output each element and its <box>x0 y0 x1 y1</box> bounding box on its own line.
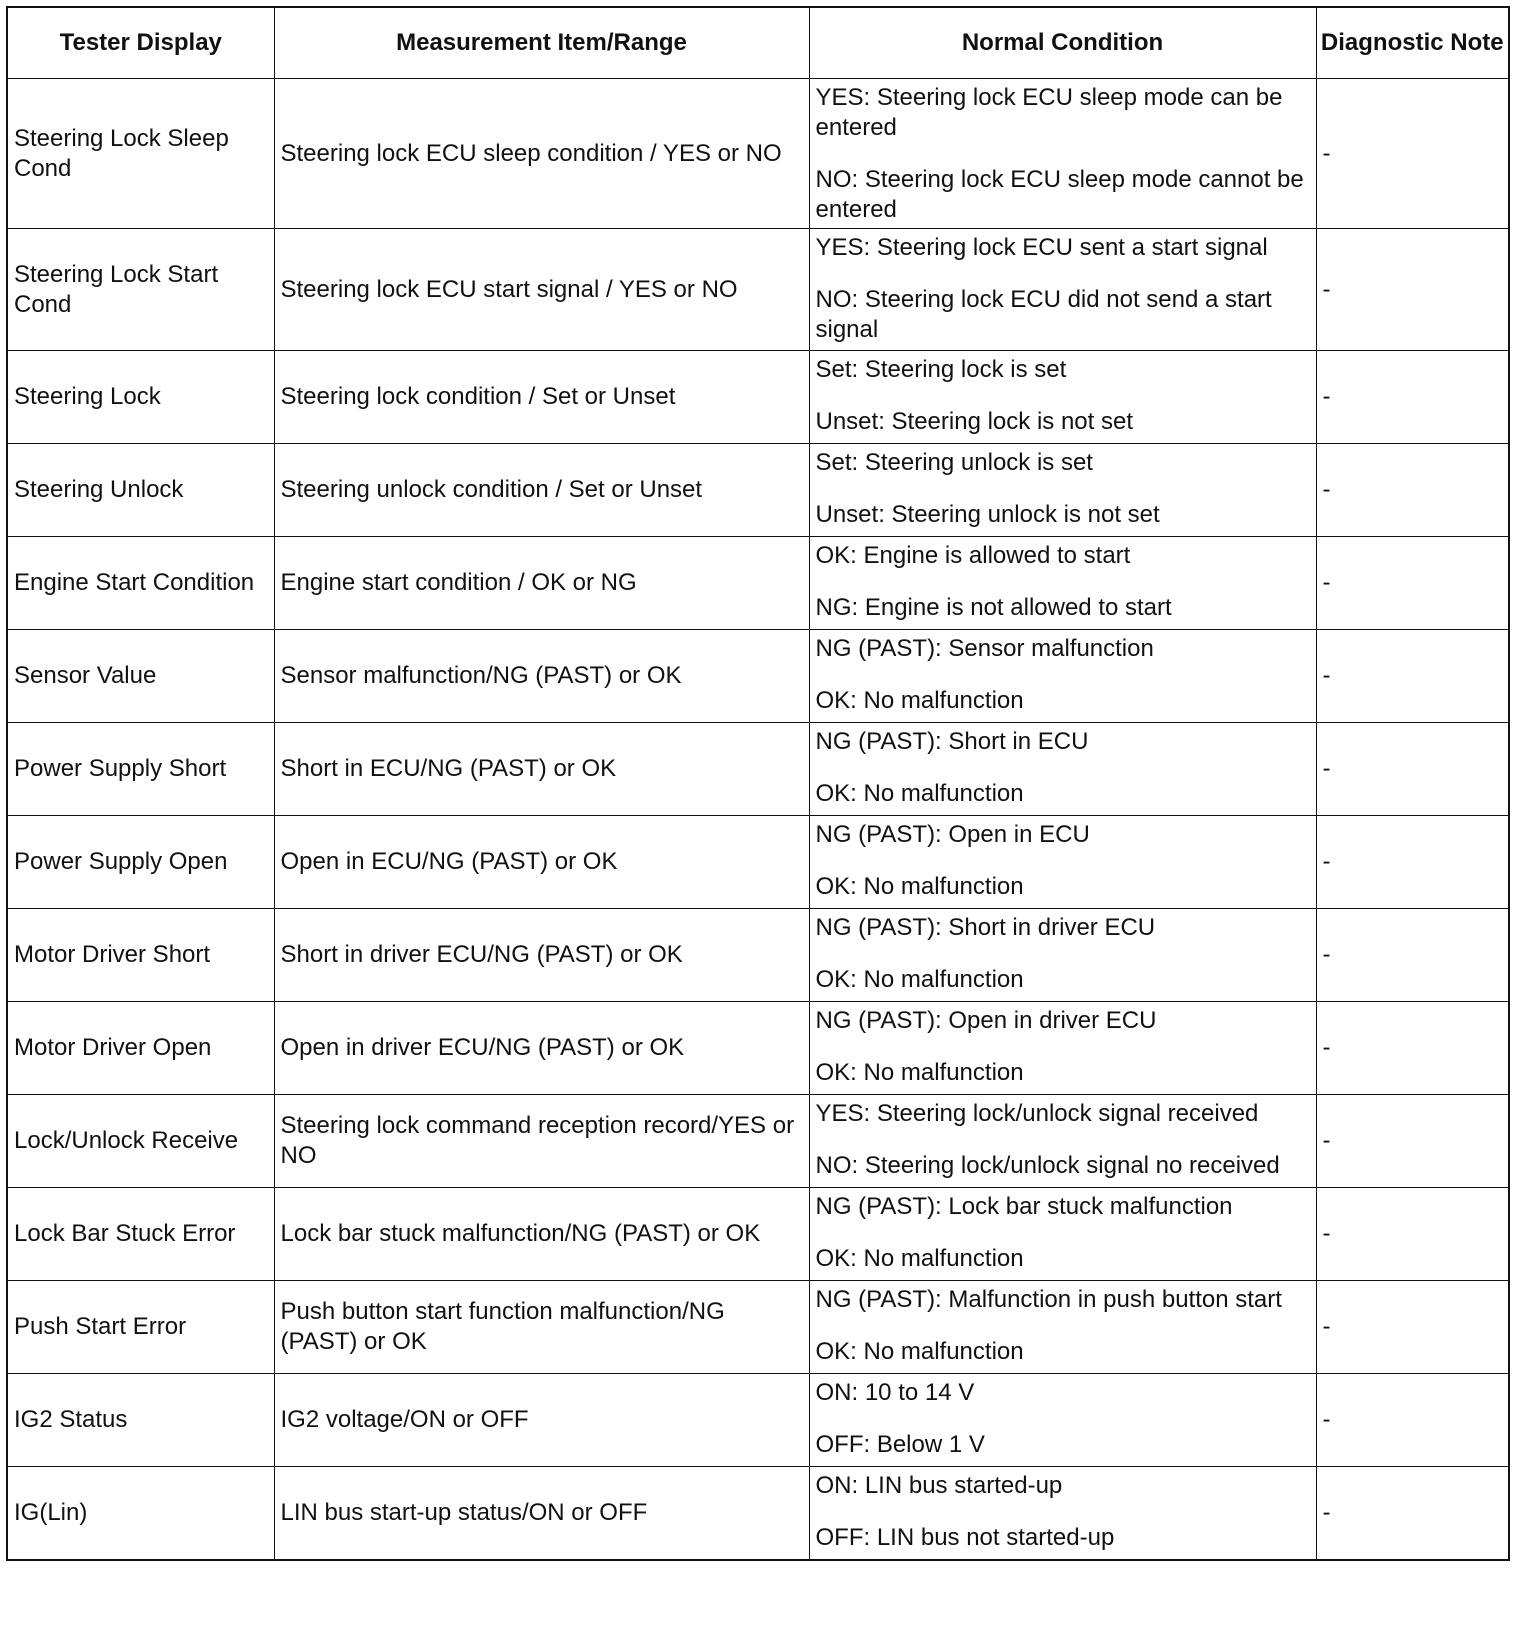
cell-tester-display: Sensor Value <box>7 630 274 723</box>
cell-diagnostic-note: - <box>1316 816 1509 909</box>
condition-line: OK: No malfunction <box>815 687 1024 714</box>
condition-line: Set: Steering lock is set <box>815 356 1067 383</box>
cell-normal-condition <box>809 1095 1316 1188</box>
condition-line: YES: Steering lock/unlock signal received <box>815 1100 1259 1127</box>
condition-line: OK: No malfunction <box>815 873 1024 900</box>
cell-tester-display: Motor Driver Short <box>7 909 274 1002</box>
table-row <box>7 1002 1509 1095</box>
cell-diagnostic-note: - <box>1316 723 1509 816</box>
cell-diagnostic-note: - <box>1316 1188 1509 1281</box>
condition-line: NG (PAST): Short in driver ECU <box>815 914 1156 941</box>
cell-measurement: Engine start condition / OK or NG <box>274 537 809 630</box>
table-row <box>7 1095 1509 1188</box>
table-row <box>7 630 1509 723</box>
cell-normal-condition <box>809 1188 1316 1281</box>
condition-line: YES: Steering lock ECU sent a start signal <box>815 234 1268 261</box>
cell-measurement: LIN bus start-up status/ON or OFF <box>274 1467 809 1560</box>
cell-diagnostic-note: - <box>1316 630 1509 723</box>
cell-measurement: Push button start function malfunction/NG (PAST) or OK <box>274 1281 809 1374</box>
cell-measurement: Open in driver ECU/NG (PAST) or OK <box>274 1002 809 1095</box>
cell-normal-condition <box>809 909 1316 1002</box>
cell-measurement: Steering lock command reception record/YES or NO <box>274 1095 809 1188</box>
condition-line: NG (PAST): Short in ECU <box>815 728 1089 755</box>
cell-diagnostic-note: - <box>1316 537 1509 630</box>
table-row <box>7 444 1509 537</box>
table-body <box>7 79 1509 1560</box>
cell-tester-display: Steering Lock Sleep Cond <box>7 79 274 229</box>
condition-line: NO: Steering lock/unlock signal no received <box>815 1152 1280 1179</box>
cell-diagnostic-note: - <box>1316 79 1509 229</box>
condition-line: Unset: Steering unlock is not set <box>815 501 1160 528</box>
condition-line: ON: 10 to 14 V <box>815 1379 975 1406</box>
cell-diagnostic-note: - <box>1316 444 1509 537</box>
cell-measurement: Sensor malfunction/NG (PAST) or OK <box>274 630 809 723</box>
cell-normal-condition <box>809 723 1316 816</box>
condition-line: NO: Steering lock ECU sleep mode cannot be entered <box>815 166 1304 223</box>
header-row <box>7 7 1509 79</box>
cell-normal-condition <box>809 444 1316 537</box>
header-measurement: Measurement Item/Range <box>274 7 809 79</box>
cell-tester-display: Motor Driver Open <box>7 1002 274 1095</box>
cell-measurement: Short in driver ECU/NG (PAST) or OK <box>274 909 809 1002</box>
condition-line: ON: LIN bus started-up <box>815 1472 1063 1499</box>
cell-normal-condition <box>809 1374 1316 1467</box>
table-row <box>7 1374 1509 1467</box>
table-row <box>7 816 1509 909</box>
cell-measurement: Steering unlock condition / Set or Unset <box>274 444 809 537</box>
condition-line: OFF: Below 1 V <box>815 1431 985 1458</box>
cell-normal-condition <box>809 229 1316 351</box>
cell-normal-condition <box>809 630 1316 723</box>
condition-line: NO: Steering lock ECU did not send a start signal <box>815 286 1272 343</box>
condition-line: NG (PAST): Malfunction in push button start <box>815 1286 1282 1313</box>
cell-tester-display: Lock/Unlock Receive <box>7 1095 274 1188</box>
cell-tester-display: IG(Lin) <box>7 1467 274 1560</box>
cell-tester-display: Steering Unlock <box>7 444 274 537</box>
cell-diagnostic-note: - <box>1316 1467 1509 1560</box>
cell-tester-display: Push Start Error <box>7 1281 274 1374</box>
cell-measurement: Steering lock condition / Set or Unset <box>274 351 809 444</box>
cell-normal-condition <box>809 1467 1316 1560</box>
cell-normal-condition <box>809 537 1316 630</box>
cell-tester-display: Power Supply Short <box>7 723 274 816</box>
cell-diagnostic-note: - <box>1316 1374 1509 1467</box>
cell-tester-display: Steering Lock <box>7 351 274 444</box>
condition-line: OK: Engine is allowed to start <box>815 542 1131 569</box>
cell-normal-condition <box>809 1002 1316 1095</box>
header-tester-display: Tester Display <box>7 7 274 79</box>
condition-line: NG (PAST): Open in driver ECU <box>815 1007 1157 1034</box>
table-row <box>7 229 1509 351</box>
cell-diagnostic-note: - <box>1316 1281 1509 1374</box>
table-row <box>7 909 1509 1002</box>
cell-tester-display: Lock Bar Stuck Error <box>7 1188 274 1281</box>
table-row <box>7 1281 1509 1374</box>
cell-tester-display: Engine Start Condition <box>7 537 274 630</box>
condition-line: OK: No malfunction <box>815 1338 1024 1365</box>
cell-measurement: Open in ECU/NG (PAST) or OK <box>274 816 809 909</box>
condition-line: NG (PAST): Lock bar stuck malfunction <box>815 1193 1233 1220</box>
condition-line: OK: No malfunction <box>815 1059 1024 1086</box>
cell-normal-condition <box>809 351 1316 444</box>
cell-diagnostic-note: - <box>1316 1002 1509 1095</box>
table-row <box>7 351 1509 444</box>
table-row <box>7 79 1509 229</box>
condition-line: OFF: LIN bus not started-up <box>815 1524 1115 1551</box>
cell-tester-display: IG2 Status <box>7 1374 274 1467</box>
condition-line: Set: Steering unlock is set <box>815 449 1093 476</box>
cell-measurement: Short in ECU/NG (PAST) or OK <box>274 723 809 816</box>
cell-diagnostic-note: - <box>1316 909 1509 1002</box>
cell-normal-condition <box>809 1281 1316 1374</box>
cell-tester-display: Power Supply Open <box>7 816 274 909</box>
table-row <box>7 723 1509 816</box>
cell-diagnostic-note: - <box>1316 351 1509 444</box>
header-normal-condition: Normal Condition <box>809 7 1316 79</box>
table-row <box>7 1467 1509 1560</box>
cell-tester-display: Steering Lock Start Cond <box>7 229 274 351</box>
condition-line: OK: No malfunction <box>815 966 1024 993</box>
cell-measurement: Steering lock ECU sleep condition / YES or NO <box>274 79 809 229</box>
table-header <box>7 7 1509 79</box>
condition-line: OK: No malfunction <box>815 780 1024 807</box>
condition-line: YES: Steering lock ECU sleep mode can be entered <box>815 84 1283 141</box>
condition-line: NG (PAST): Sensor malfunction <box>815 635 1154 662</box>
cell-normal-condition <box>809 816 1316 909</box>
cell-measurement: Steering lock ECU start signal / YES or NO <box>274 229 809 351</box>
condition-line: Unset: Steering lock is not set <box>815 408 1133 435</box>
cell-diagnostic-note: - <box>1316 229 1509 351</box>
condition-line: NG: Engine is not allowed to start <box>815 594 1172 621</box>
cell-normal-condition <box>809 79 1316 229</box>
cell-measurement: Lock bar stuck malfunction/NG (PAST) or OK <box>274 1188 809 1281</box>
data-list-table <box>6 6 1510 1561</box>
condition-line: OK: No malfunction <box>815 1245 1024 1272</box>
table-row <box>7 1188 1509 1281</box>
header-diagnostic-note: Diagnostic Note <box>1316 7 1509 79</box>
condition-line: NG (PAST): Open in ECU <box>815 821 1090 848</box>
table-row <box>7 537 1509 630</box>
cell-measurement: IG2 voltage/ON or OFF <box>274 1374 809 1467</box>
cell-diagnostic-note: - <box>1316 1095 1509 1188</box>
